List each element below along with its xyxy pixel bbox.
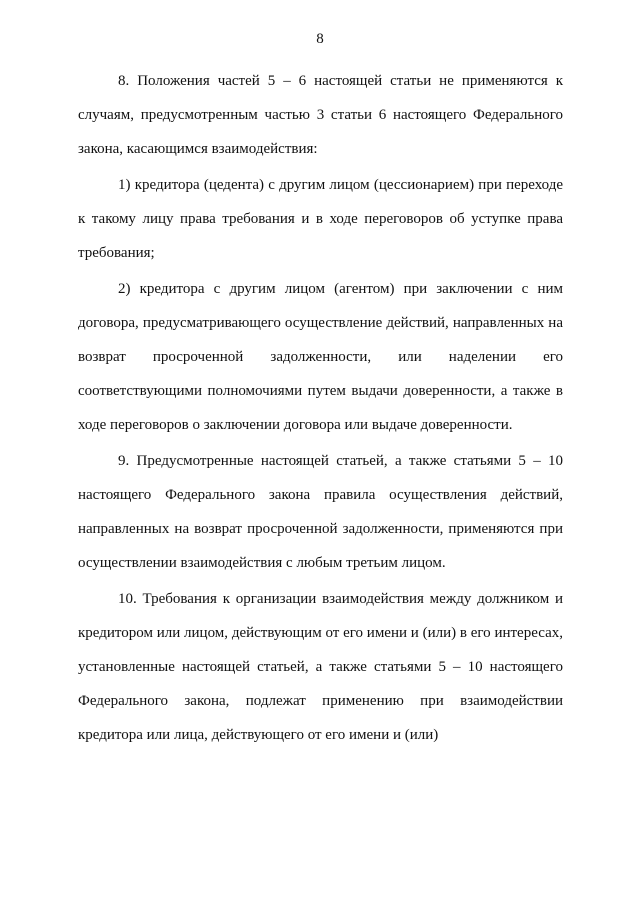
paragraph-10: 10. Требования к организации взаимодействия между должником и кредитором или лицом, действующим от его имени и (или) в его интересах, установленные настоящей статьей, а также статьями 5 – 10 настоящего Федерального закона, подлежат применению при взаимодействии кредитора или лица, действующего от его имени и (или) xyxy=(78,591,563,743)
paragraph-8-item-1: 1) кредитора (цедента) с другим лицом (цессионарием) при переходе к такому лицу права требования и в ходе переговоров об уступке права требования; xyxy=(78,177,563,261)
document-body xyxy=(78,64,563,752)
paragraph-8: 8. Положения частей 5 – 6 настоящей статьи не применяются к случаям, предусмотренным частью 3 статьи 6 настоящего Федерального закона, касающимся взаимодействия: xyxy=(78,73,563,157)
paragraph-9: 9. Предусмотренные настоящей статьей, а также статьями 5 – 10 настоящего Федерального закона правила осуществления действий, направленных на возврат просроченной задолженности, применяются при осуществлении взаимодействия с любым третьим лицом. xyxy=(78,453,563,571)
page-number: 8 xyxy=(316,31,324,47)
paragraph-8-item-2: 2) кредитора с другим лицом (агентом) при заключении с ним договора, предусматривающего осуществление действий, направленных на возврат просроченной задолженности, или наделении его соответствующими полномочиями путем выдачи доверенности, а также в ходе переговоров о заключении договора или выдаче доверенности. xyxy=(78,281,563,433)
